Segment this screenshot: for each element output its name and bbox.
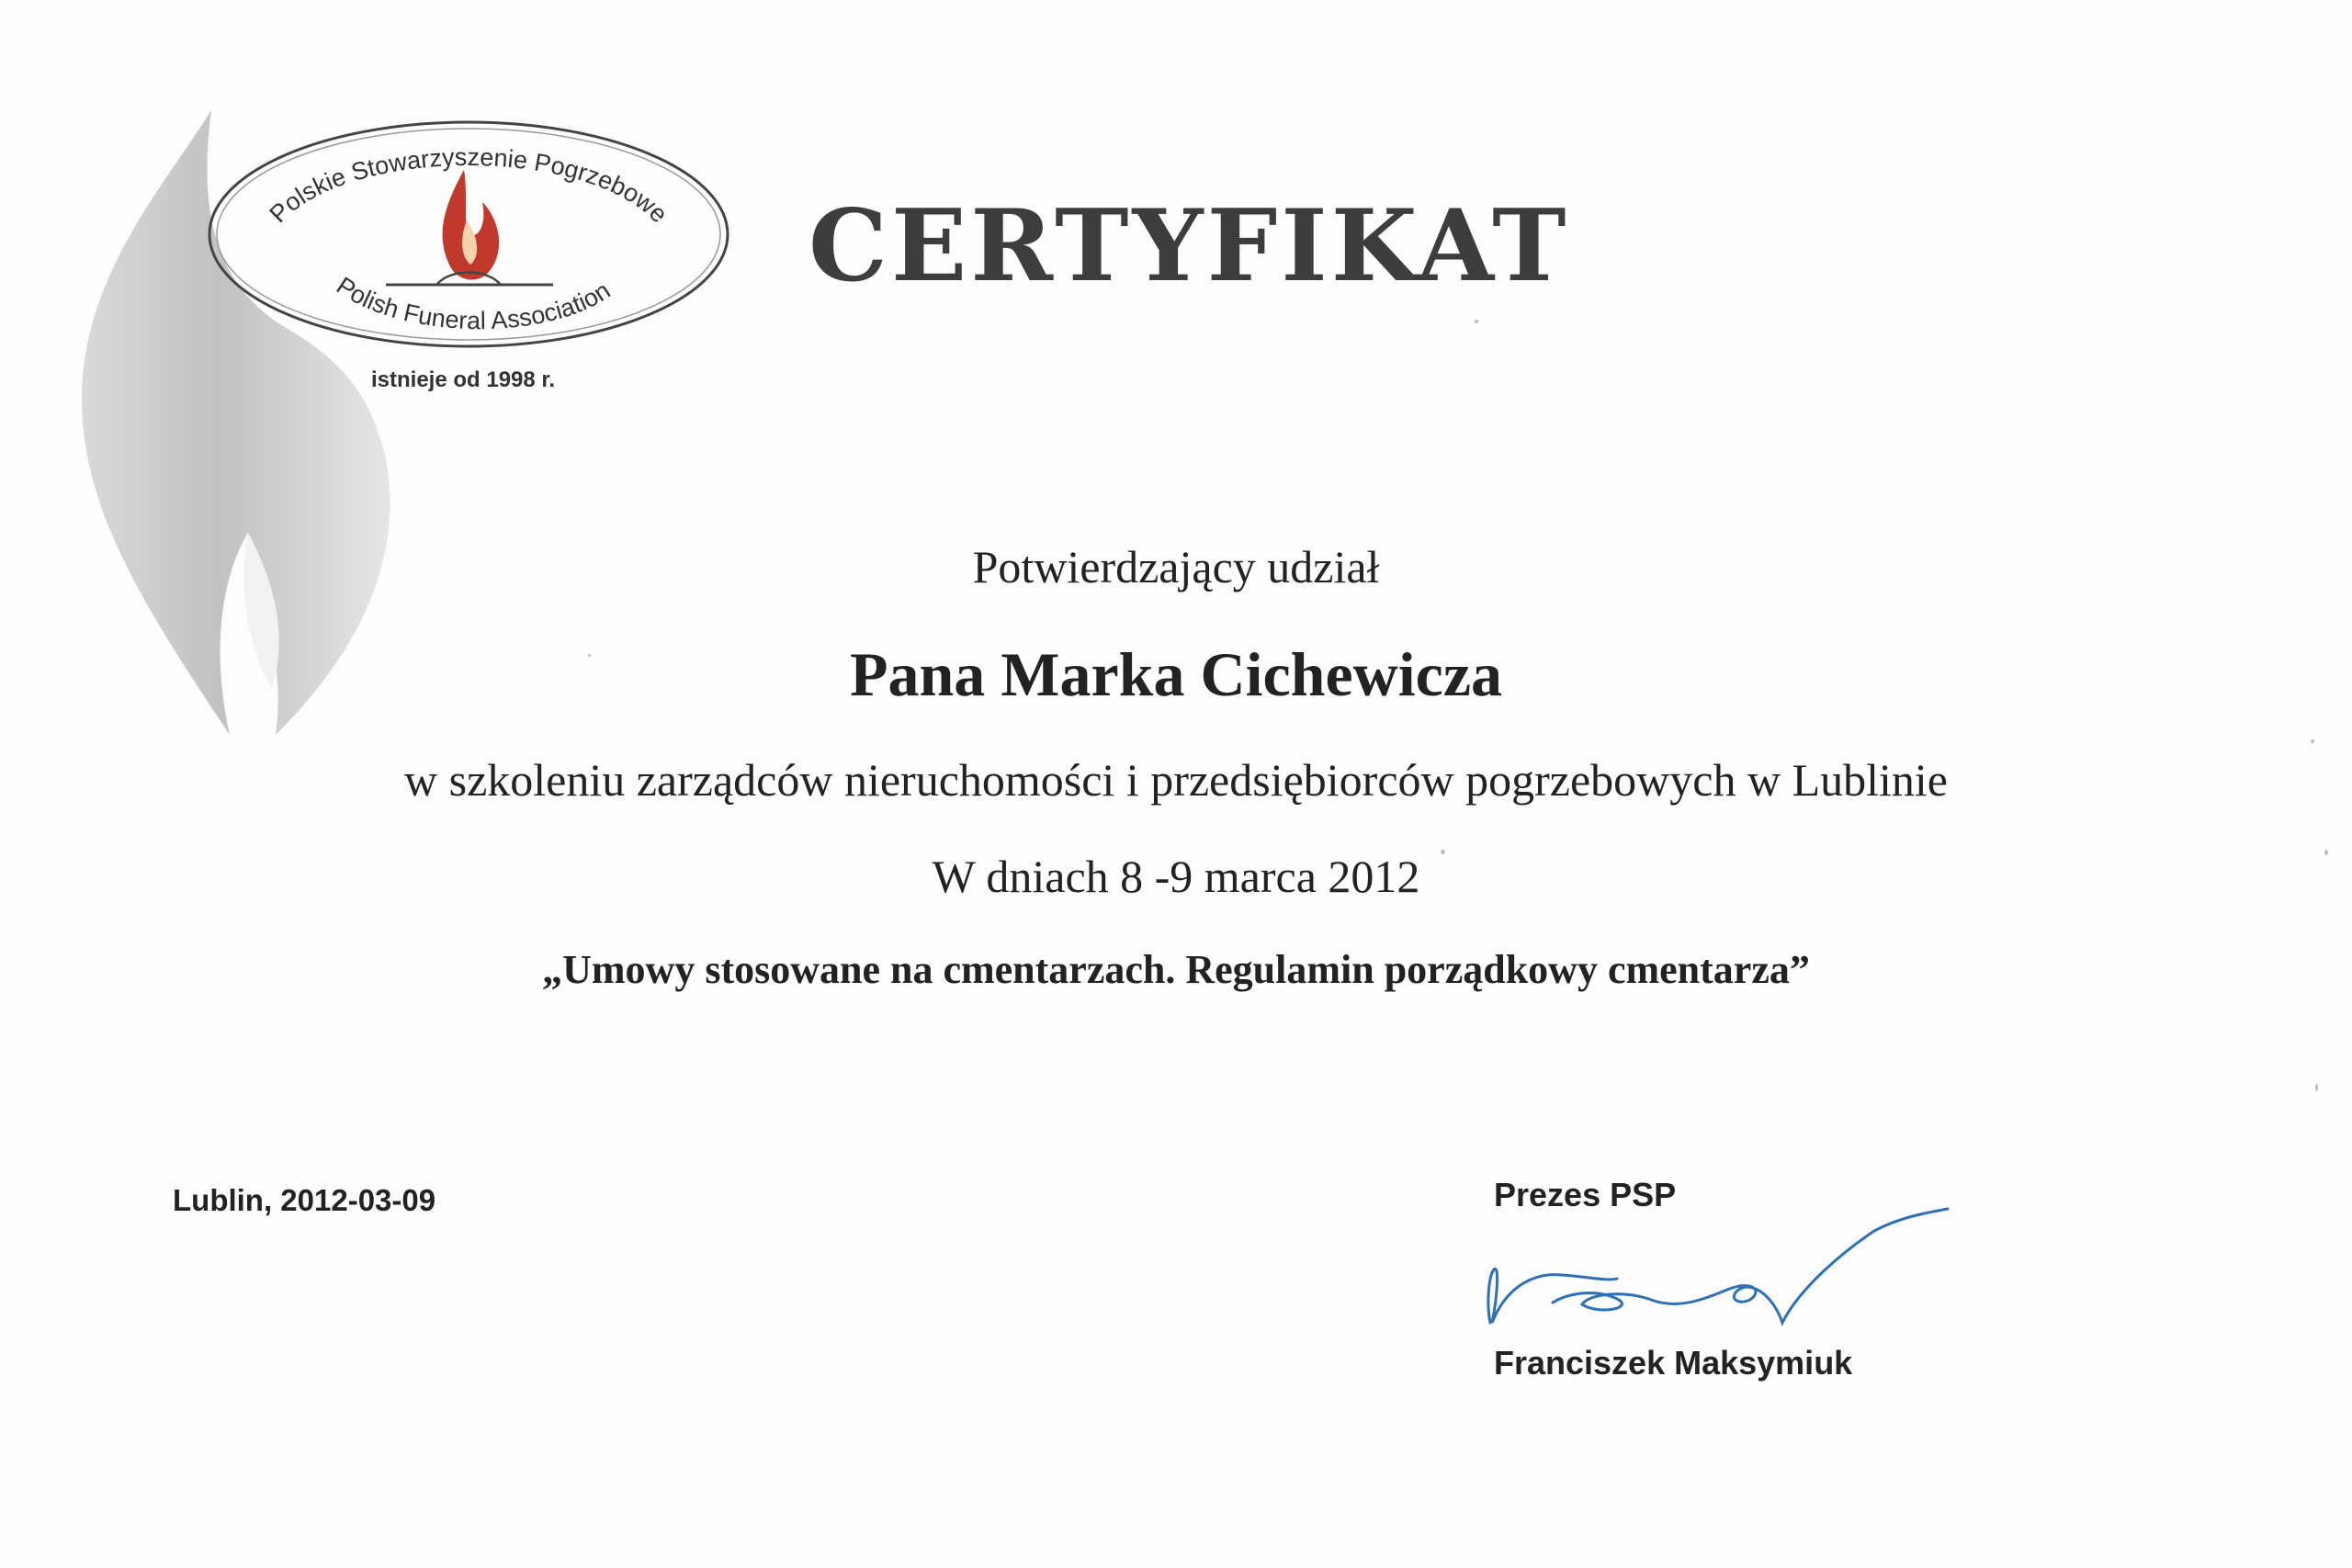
association-logo <box>202 110 735 358</box>
logo-top-text: Polskie Stowarzyszenie Pogrzebowe <box>264 142 673 229</box>
signatory-name: Franciszek Maksymiuk <box>1494 1344 1853 1382</box>
certificate-title: CERTYFIKAT <box>808 188 1570 304</box>
place-and-date: Lublin, 2012-03-09 <box>173 1183 436 1217</box>
intro-text: Potwierdzający udział <box>972 541 1380 592</box>
scan-speck <box>2311 739 2314 743</box>
scan-speck <box>1475 320 1478 323</box>
scan-speck <box>1441 850 1445 854</box>
signatory-role: Prezes PSP <box>1494 1176 1677 1213</box>
course-description: w szkoleniu zarządców nieruchomości i przedsiębiorców pogrzebowych w Lublinie <box>404 754 1948 806</box>
scan-speck <box>2324 850 2328 855</box>
scan-speck <box>2315 1084 2318 1091</box>
logo-flame-icon <box>386 170 553 285</box>
course-topic: „Umowy stosowane na cmentarzach. Regulamin porządkowy cmentarza” <box>542 947 1810 992</box>
scan-speck <box>588 654 591 657</box>
logo-since-text: istnieje od 1998 r. <box>371 367 556 392</box>
logo-bottom-text: Polish Funeral Association <box>331 271 616 335</box>
handwritten-signature <box>1479 1194 1957 1332</box>
recipient-name: Pana Marka Cichewicza <box>849 639 1503 709</box>
course-dates: W dniach 8 -9 marca 2012 <box>932 851 1420 902</box>
